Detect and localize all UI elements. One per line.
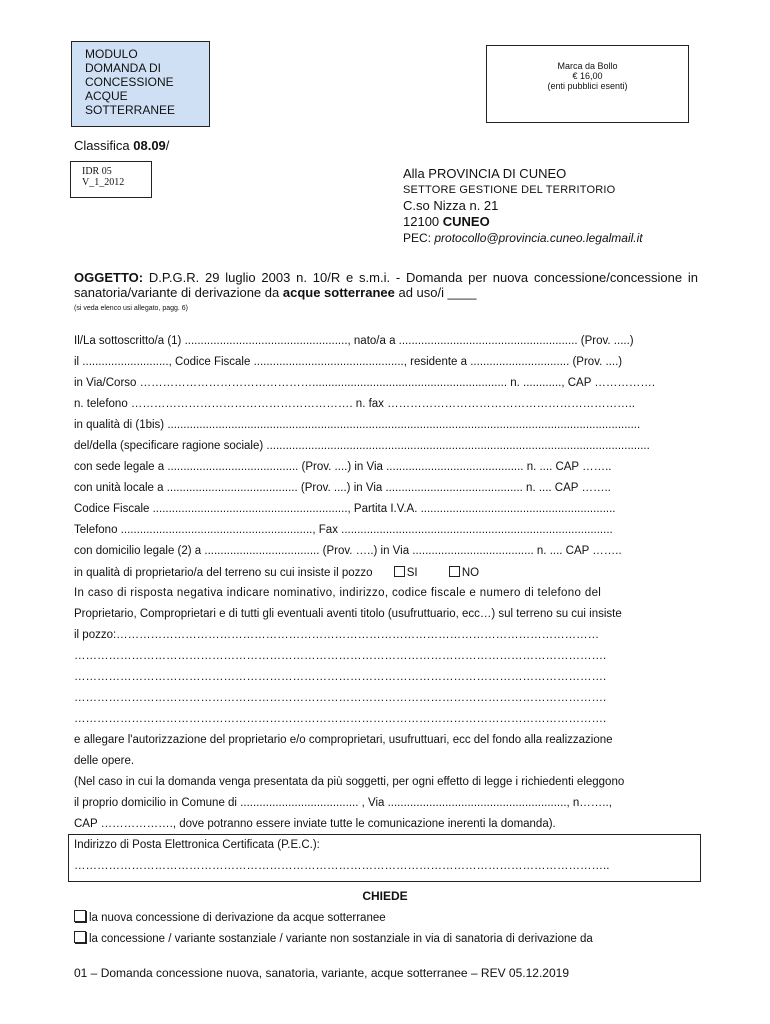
modulo-line: CONCESSIONE <box>85 75 174 89</box>
si-label: SI <box>406 567 418 579</box>
modulo-line: SOTTERRANEE <box>85 103 176 117</box>
modulo-line: ACQUE <box>85 89 128 103</box>
form-line-fax[interactable]: Telefono ............................................................, Fax ..................................................................................... <box>74 524 613 536</box>
si-checkbox[interactable] <box>394 566 405 577</box>
classifica <box>74 138 169 153</box>
form-line-partita-iva[interactable]: Codice Fiscale ............................................................., Partita I.V.A. ............................................................. <box>74 503 616 515</box>
classifica-label: Classifica <box>74 138 134 153</box>
idr-code-box <box>70 161 152 198</box>
form-line-pozzo[interactable]: il pozzo:……………………………………………………………………………………………………………… <box>74 629 600 641</box>
form-line-dots[interactable]: …………………………………………………………………………………………………………………………. <box>74 671 607 683</box>
form-line-sede-legale[interactable]: con sede legale a ......................................... (Prov. ....) in Via ........................................... n. .... CAP …….. <box>74 461 612 473</box>
option-1-checkbox[interactable] <box>74 910 86 922</box>
form-line-cap[interactable]: CAP ………………., dove potranno essere inviate tutte le comunicazione inerenti la domanda). <box>74 818 556 830</box>
page-footer: 01 – Domanda concessione nuova, sanatoria, variante, acque sotterranee – REV 05.12.2019 <box>74 966 569 980</box>
form-line-caso-negativo: In caso di risposta negativa indicare nominativo, indirizzo, codice fiscale e numero di telefono del <box>74 587 602 599</box>
form-line-dots[interactable]: …………………………………………………………………………………………………………………………. <box>74 650 607 662</box>
form-line-domicilio-comune[interactable]: il proprio domicilio in Comune di ..................................... , Via ........................................................, n…….., <box>74 797 612 809</box>
classifica-value: 08.09 <box>133 138 166 153</box>
chiede-heading: CHIEDE <box>362 889 408 903</box>
option-2-checkbox[interactable] <box>74 931 86 943</box>
form-line-domicilio[interactable]: con domicilio legale (2) a .................................... (Prov. …..) in Via ...................................... n. .... CAP …….. <box>74 545 622 557</box>
bollo-line: € 16,00 <box>572 71 603 81</box>
recipient-cap: 12100 <box>403 214 443 229</box>
recipient-city <box>403 214 643 230</box>
form-line-allegare: e allegare l'autorizzazione del proprietario e/o comproprietari, usufruttuari, ecc del fondo alla realizzazione <box>74 734 613 746</box>
modulo-line: DOMANDA DI <box>85 61 162 75</box>
classifica-suffix: / <box>165 138 170 153</box>
oggetto-note: (si veda elenco usi allegato, pagg. 6) <box>74 305 189 312</box>
no-label: NO <box>461 567 480 579</box>
form-line-dots[interactable]: …………………………………………………………………………………………………………………………. <box>74 713 607 725</box>
no-checkbox[interactable] <box>449 566 460 577</box>
recipient-line: C.so Nizza n. 21 <box>403 198 499 213</box>
option-1-label: la nuova concessione di derivazione da acque sotterranee <box>89 912 386 924</box>
oggetto-text: D.P.G.R. 29 luglio 2003 n. 10/R e s.m.i. - Domanda per nuova concessione/concessione in sanatoria/variante di derivazione da <box>74 270 698 300</box>
oggetto-bold: acque sotterranee <box>282 285 395 300</box>
chiede-option-2 <box>74 931 698 945</box>
pec-box-input[interactable]: ………………………………………………………………………………………………………………………….. <box>74 860 610 872</box>
oggetto-text-end: ad uso/i ____ <box>394 285 477 300</box>
form-line-unita-locale[interactable]: con unità locale a ......................................... (Prov. ....) in Via ........................................... n. .... CAP …….. <box>74 482 611 494</box>
idr-line: IDR 05 <box>82 166 112 177</box>
form-line-telefono[interactable]: n. telefono …………………………………………………. n. fax ……………………………………………………….. <box>74 398 636 410</box>
chiede-option-1 <box>74 910 698 924</box>
recipient-settore: SETTORE GESTIONE DEL TERRITORIO <box>403 184 616 196</box>
form-line-piu-soggetti: (Nel caso in cui la domanda venga presentata da più soggetti, per ogni effetto di legge i richiedenti eleggono <box>74 776 625 788</box>
form-line-ragione-sociale[interactable]: del/della (specificare ragione sociale) ........................................................................................................................ <box>74 440 650 452</box>
recipient-line: Alla PROVINCIA DI CUNEO <box>403 166 567 181</box>
proprietario-question: in qualità di proprietario/a del terreno su cui insiste il pozzo <box>74 567 373 579</box>
recipient-address <box>403 166 643 246</box>
bollo-line: Marca da Bollo <box>557 61 618 71</box>
pec-box-label: Indirizzo di Posta Elettronica Certificata (P.E.C.): <box>74 839 320 851</box>
recipient-city-name: CUNEO <box>442 214 490 229</box>
pec-address: protocollo@provincia.cuneo.legalmail.it <box>434 231 643 245</box>
form-line-via[interactable]: in Via/Corso ………………………………………............................................................. n. ............, CAP ……………. <box>74 377 656 389</box>
modulo-line: MODULO <box>85 47 138 61</box>
form-line-qualita[interactable]: in qualità di (1bis) .................................................................................................................................................... <box>74 419 641 431</box>
pec-label: PEC: <box>403 231 435 245</box>
form-line-proprietario <box>74 566 698 579</box>
oggetto-section <box>74 270 698 316</box>
modulo-title-box <box>71 41 210 127</box>
bollo-line: (enti pubblici esenti) <box>547 81 628 91</box>
form-line-codice-fiscale[interactable]: il ..........................., Codice Fiscale ..............................................., residente a ............................... (Prov. ....) <box>74 356 623 368</box>
marca-da-bollo-box <box>486 45 689 123</box>
form-line-opere: delle opere. <box>74 755 135 767</box>
idr-line: V_1_2012 <box>82 177 125 188</box>
option-2-label: la concessione / variante sostanziale / variante non sostanziale in via di sanatoria di derivazione da <box>89 933 593 945</box>
form-line-dots[interactable]: …………………………………………………………………………………………………………………………. <box>74 692 607 704</box>
form-line-proprietari: Proprietario, Comproprietari e di tutti gli eventuali aventi titolo (usufruttuario, ecc…) sul terreno su cui insiste <box>74 608 622 620</box>
form-line-sottoscritto[interactable]: Il/La sottoscritto/a (1) ..................................................., nato/a a ........................................................ (Prov. .....) <box>74 335 634 347</box>
oggetto-label: OGGETTO: <box>74 270 144 285</box>
